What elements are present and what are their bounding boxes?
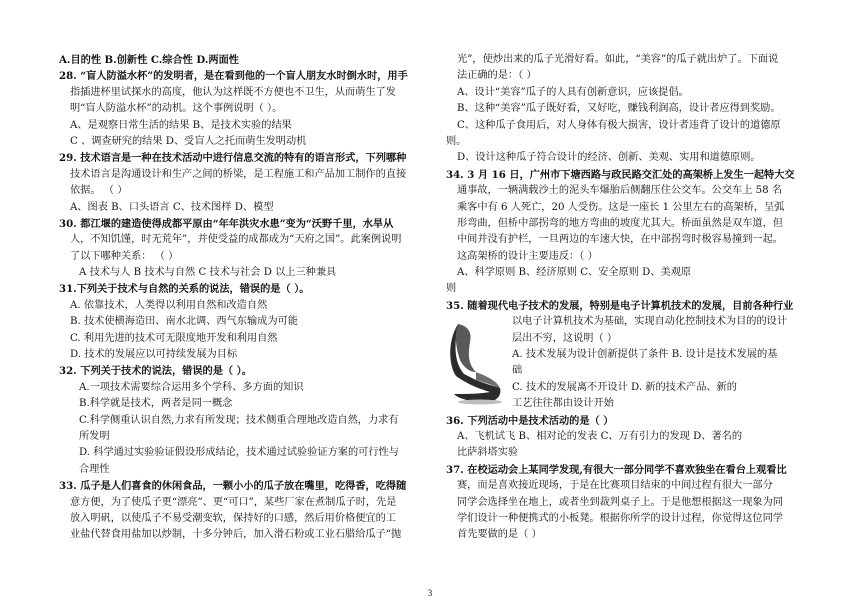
right-top-block	[446, 52, 812, 298]
q35-text-line: C. 技术的发展离不开设计 D. 新的技术产品、新的	[512, 381, 737, 393]
text-line: A 技术与人 B 技术与自然 C 技术与社会 D 以上三种兼具	[79, 267, 337, 279]
text-line: 30. 都江堰的建造使得成都平原由“年年洪灾水患”变为“沃野千里，水旱从	[59, 217, 394, 230]
text-line: 通事故，一辆满载沙土的泥头车爆胎后侧翻压住公交车。公交车上 58 名	[457, 185, 783, 197]
question-35	[446, 298, 812, 413]
right-column	[446, 52, 812, 544]
text-line: 首先要做的是（ ）	[457, 529, 542, 541]
text-line: 29. 技术语言是一种在技术活动中进行信息交流的特有的语言形式，下列哪种	[59, 152, 407, 165]
text-line: 放入明矾，以使瓜子不易受潮变软，保持好的口感，然后用价格便宜的工	[70, 512, 396, 524]
q35-text-line: 层出不穷，这说明（ ）	[512, 332, 618, 344]
q35-text-line: 以电子计算机技术为基础，实现自动化控制技术为目的的设计	[512, 316, 788, 328]
text-line: 33. 瓜子是人们喜食的休闲食品，一颗小小的瓜子放在嘴里，吃得香，吃得随	[59, 480, 407, 493]
text-line: C 、调查研究的结果 D、受盲人之托而萌生发明动机	[70, 135, 307, 147]
page-number: 3	[427, 588, 433, 598]
text-line: C.科学侧重认识自然,力求有所发现；技术侧重合理地改造自然，力求有	[79, 414, 399, 426]
right-bottom-block	[446, 413, 812, 544]
text-line: B. 技术使横海造田、南水北调、西气东输成为可能	[70, 316, 298, 328]
text-line: C. 利用先进的技术可无限度地开发和利用自然	[70, 332, 278, 344]
text-line: 中间并没有护栏，一旦两边的车速大快，在中部拐弯时极容易撞到一起。	[457, 234, 783, 246]
chair-photo-icon	[446, 316, 508, 406]
text-line: A. 依靠技术，人类得以利用自然和改造自然	[70, 299, 268, 311]
text-line: A.目的性 B.创新性 C.综合性 D.两面性	[59, 54, 239, 66]
text-line: 学们设计一种便携式的小板凳。根据你所学的设计过程，你觉得这位同学	[457, 512, 783, 524]
text-line: 明“盲人防溢水杯”的动机。这个事例说明（ ）。	[70, 103, 283, 115]
text-line: D、设计这种瓜子符合设计的经济、创新、美观、实用和道德原则。	[457, 152, 761, 164]
text-line: 36. 下列活动中是技术活动的是（ ）	[446, 414, 614, 427]
text-line: 这高架桥的设计主要违反：（ ）	[457, 250, 598, 262]
text-line: B、这种“美容”瓜子既好看，又好吃，赚钱利润高，设计者应得到奖励。	[457, 103, 781, 115]
text-line: 所发明	[79, 430, 110, 442]
q35-lines	[512, 314, 812, 412]
text-line: 31.下列关于技术与自然的关系的说法，错误的是（ ）。	[59, 283, 310, 296]
text-line: A、设计“美容”瓜子的人具有创新意识，应该提倡。	[457, 86, 689, 98]
text-line: 赛，而是喜欢接近现场，于是在比赛项目结束的中间过程有很大一部分	[457, 480, 773, 492]
q35-stem-line: 35. 随着现代电子技术的发展，特别是电子计算机技术的发展，目前各种行业	[446, 299, 794, 312]
q35-figure-block	[446, 314, 812, 412]
text-line: 光”，使炒出来的瓜子光滑好看。如此，“美容”的瓜子就出炉了。下面说	[457, 54, 779, 65]
text-line: D. 科学通过实验验证假设形成结论，技术通过试验验证方案的可行性与	[79, 447, 399, 459]
text-line: 人，不知饥馑，时无荒年”，并使受益的成都成为“天府之国”。此案例说明	[70, 234, 402, 246]
text-line: 形弯曲，但桥中部拐弯的地方弯曲的坡度尤其大。桥面虽然是双车道，但	[457, 217, 783, 229]
text-line: A.一项技术需要综合运用多个学科、多方面的知识	[79, 381, 304, 393]
text-line: 乘客中有 6 人死亡，20 人受伤。这是一座长 1 公里左右的高架桥，呈弧	[457, 201, 785, 213]
text-line: 合理性	[79, 463, 110, 475]
text-line: A、科学原则 B、经济原则 C、安全原则 D、美观原	[457, 267, 692, 279]
text-line: A、飞机试飞 B、相对论的发表 C、万有引力的发现 D、著名的	[457, 430, 743, 442]
text-line: 34. 3 月 16 日，广州市下塘西路与政民路交汇处的高架桥上发生一起特大交	[446, 168, 795, 181]
text-line: C、这种瓜子食用后，对人身体有极大损害，设计者违背了设计的道德原	[457, 119, 781, 131]
text-line: 则	[446, 283, 457, 295]
text-line: 依据。 （ ）	[70, 185, 128, 197]
text-line: 同学会选择坐在地上，或者坐到裁判桌子上。于是他想根据这一现象为同	[457, 496, 783, 508]
text-line: 比萨斜塔实验	[457, 447, 519, 459]
text-line: 业盐代替食用盐加以炒制，十多分钟后，加入滑石粉或工业石腊给瓜子“抛	[70, 529, 402, 541]
q35-text-line: 工艺往往都由设计开始	[512, 398, 614, 410]
text-line: 则。	[446, 135, 467, 147]
text-line: 37. 在校运动会上某同学发现,有很大一部分同学不喜欢独坐在看台上观看比	[446, 463, 787, 476]
text-line: D. 技术的发展应以可持续发展为目标	[70, 349, 238, 361]
text-line: 法正确的是：（ ）	[457, 70, 537, 82]
text-line: 技术语言是沟通设计和生产之间的桥梁，是工程施工和产品加工制作的直接	[70, 168, 407, 180]
q35-text-line: A. 技术发展为设计创新提供了条件 B. 设计是技术发展的基	[512, 349, 778, 361]
left-column	[59, 52, 425, 544]
text-line: 28. “盲人防溢水杯”的发明者，是在看到他的一个盲人朋友水时倒水时，用手	[59, 70, 408, 83]
text-line: A、是观察日常生活的结果 B、是技术实验的结果	[70, 119, 292, 131]
q35-text-line: 础	[512, 365, 523, 377]
text-line: 意方便，为了使瓜子更“漂亮”、更“可口”，某些厂家在煮制瓜子时，先是	[70, 496, 397, 508]
text-line: 32. 下列关于技术的说法，错误的是（ ）。	[59, 365, 252, 378]
text-line: 了以下哪种关系： （ ）	[70, 250, 179, 262]
text-line: B.科学就是技术，两者是同一概念	[79, 398, 233, 410]
text-line: 指插进杯里试探水的高度，他认为这样既不方便也不卫生，从而萌生了发	[70, 86, 396, 98]
text-line: A、图表 B、口头语言 C、技术图样 D、模型	[70, 201, 274, 213]
